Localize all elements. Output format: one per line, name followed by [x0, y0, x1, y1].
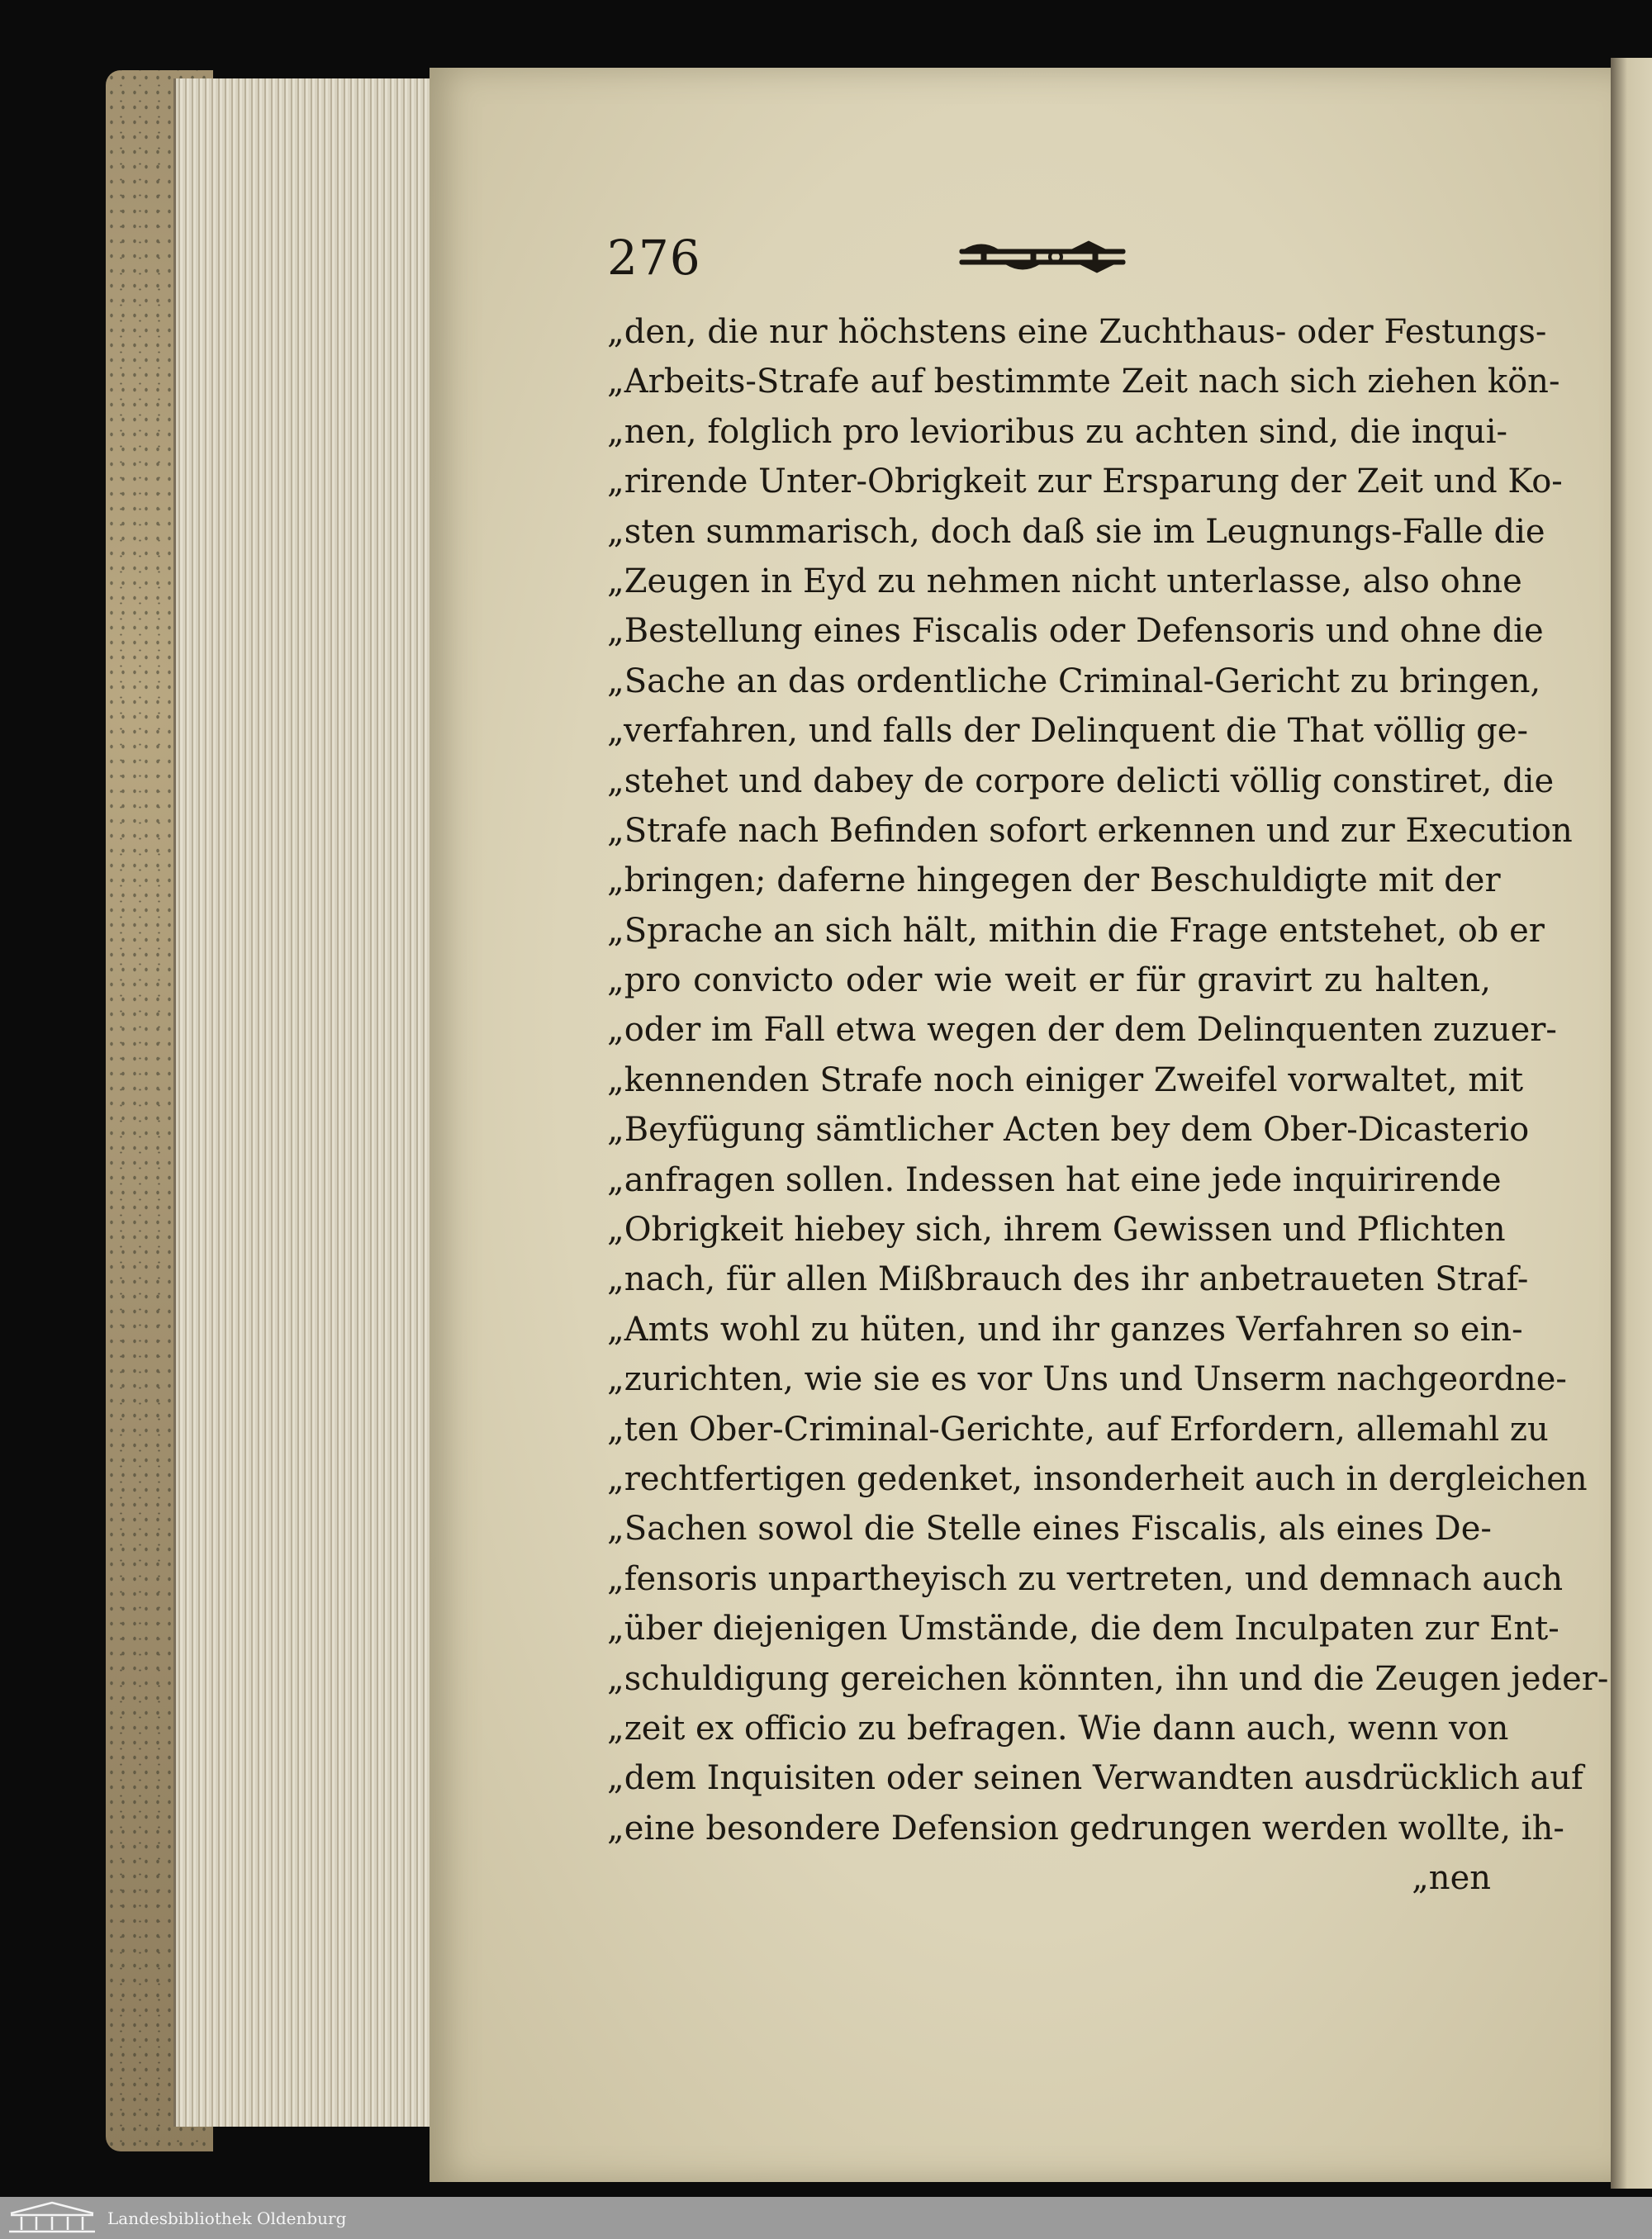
text-line: „Sachen sowol die Stelle eines Fiscalis, als eines De-	[607, 1510, 1492, 1549]
text-line: „Sache an das ordentliche Criminal-Gericht zu bringen,	[607, 662, 1541, 700]
text-line: „Arbeits-Strafe auf bestimmte Zeit nach sich ziehen kön-	[607, 363, 1560, 401]
text-line: „pro convicto oder wie weit er für gravirt zu halten,	[607, 961, 1491, 1000]
text-line: „nen, folglich pro levioribus zu achten sind, die inqui-	[607, 412, 1507, 451]
facing-page-edge	[1611, 58, 1652, 2189]
text-line: „oder im Fall etwa wegen der dem Delinquenten zuzuer-	[607, 1011, 1557, 1050]
text-line: „sten summarisch, doch daß sie im Leugnungs-Falle die	[607, 512, 1545, 551]
printer-ornament-icon	[957, 238, 1130, 276]
text-line: „fensoris unpartheyisch zu vertreten, und demnach auch	[607, 1559, 1564, 1598]
footer-bar	[0, 2197, 1652, 2239]
page-number: 276	[607, 230, 701, 286]
text-line: „rechtfertigen gedenket, insonderheit auch in dergleichen	[607, 1459, 1588, 1498]
text-line: „bringen; daferne hingegen der Beschuldigte mit der	[607, 861, 1501, 900]
library-name: Landesbibliothek Oldenburg	[107, 2208, 347, 2228]
catchword: „nen	[1412, 1859, 1491, 1898]
text-line: „dem Inquisiten oder seinen Verwandten ausdrücklich auf	[607, 1759, 1583, 1798]
text-line: „eine besondere Defension gedrungen werden wollte, ih-	[607, 1809, 1564, 1848]
library-building-icon	[7, 2200, 97, 2235]
text-line: „Amts wohl zu hüten, und ihr ganzes Verfahren so ein-	[607, 1310, 1523, 1349]
body-text	[607, 307, 1609, 1904]
text-line: „Obrigkeit hiebey sich, ihrem Gewissen und Pflichten	[607, 1211, 1506, 1250]
text-line: „verfahren, und falls der Delinquent die That völlig ge-	[607, 712, 1528, 751]
text-line: „zeit ex officio zu befragen. Wie dann auch, wenn von	[607, 1709, 1509, 1748]
page-edges-stack	[173, 78, 440, 2127]
text-line: „über diejenigen Umstände, die dem Inculpaten zur Ent-	[607, 1610, 1559, 1648]
text-line: „kennenden Strafe noch einiger Zweifel vorwaltet, mit	[607, 1060, 1524, 1099]
text-line: „rirende Unter-Obrigkeit zur Ersparung der Zeit und Ko-	[607, 463, 1563, 501]
text-line: „Bestellung eines Fiscalis oder Defensoris und ohne die	[607, 612, 1544, 651]
text-line: „stehet und dabey de corpore delicti völlig constiret, die	[607, 761, 1555, 800]
text-line: „den, die nur höchstens eine Zuchthaus- oder Festungs-	[607, 313, 1547, 351]
text-line: „Beyfügung sämtlicher Acten bey dem Ober-Dicasterio	[607, 1111, 1530, 1150]
text-line: „schuldigung gereichen könnten, ihn und die Zeugen jeder-	[607, 1659, 1609, 1698]
text-line: „nach, für allen Mißbrauch des ihr anbetraueten Straf-	[607, 1260, 1529, 1299]
text-line: „Strafe nach Befinden sofort erkennen und zur Execution	[607, 811, 1573, 850]
text-line: „zurichten, wie sie es vor Uns und Unserm nachgeordne-	[607, 1360, 1567, 1399]
text-line: „ten Ober-Criminal-Gerichte, auf Erfordern, allemahl zu	[607, 1410, 1549, 1449]
text-line: „Sprache an sich hält, mithin die Frage entstehet, ob er	[607, 911, 1545, 950]
text-line: „anfragen sollen. Indessen hat eine jede inquirirende	[607, 1160, 1502, 1199]
text-line: „Zeugen in Eyd zu nehmen nicht unterlasse, also ohne	[607, 562, 1522, 600]
